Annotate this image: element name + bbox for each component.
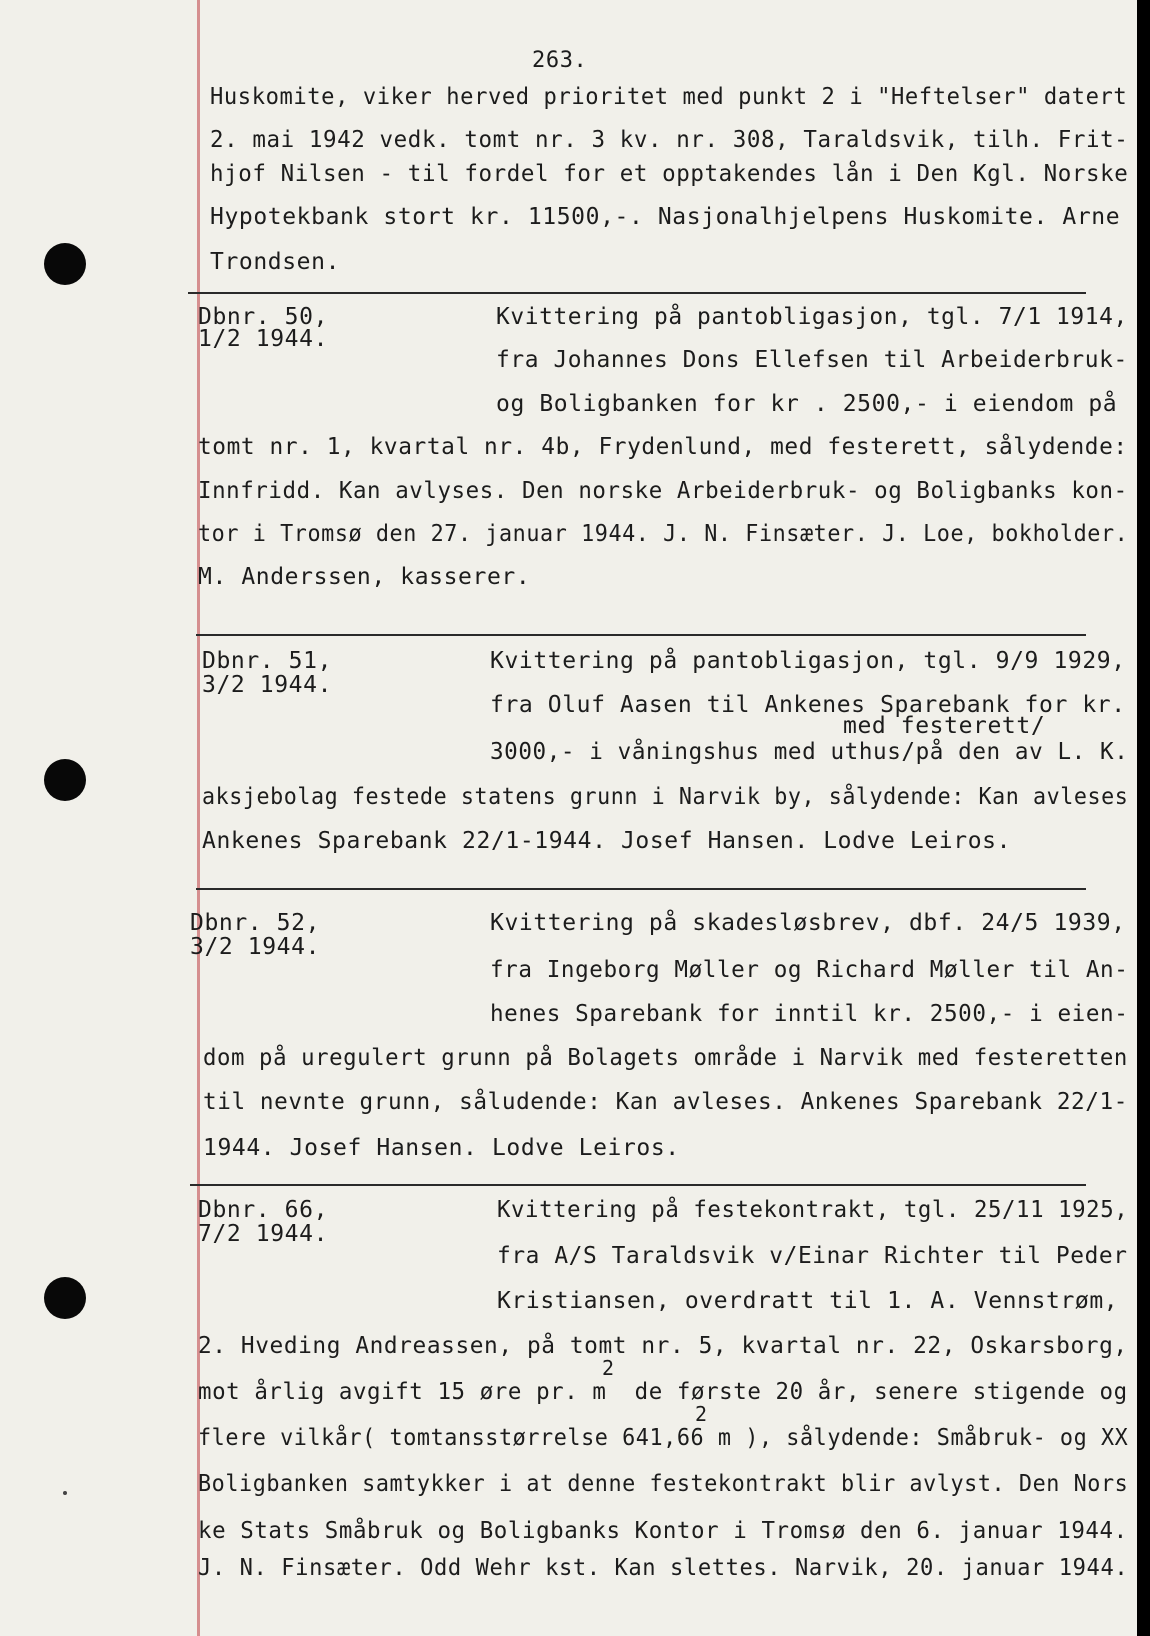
- interlinear-insertion: med festerett/: [843, 713, 1046, 739]
- entry-reference-date: 1/2 1944.: [198, 326, 329, 352]
- text-line: fra Oluf Aasen til Ankenes Sparebank for kr.: [490, 692, 1126, 718]
- text-line: Boligbanken samtykker i at denne festekontrakt blir avlyst. Den Nors: [198, 1471, 1129, 1497]
- entry-reference-number: Dbnr. 52,: [190, 910, 321, 936]
- text-line: dom på uregulert grunn på Bolagets område i Narvik med festeretten: [203, 1045, 1128, 1071]
- entry-divider: [196, 888, 1086, 890]
- punch-hole: [44, 1277, 86, 1319]
- text-line: fra A/S Taraldsvik v/Einar Richter til Peder: [497, 1243, 1128, 1269]
- entry-reference-number: Dbnr. 50,: [198, 304, 329, 330]
- text-line: til nevnte grunn, såludende: Kan avleses. Ankenes Sparebank 22/1-: [203, 1089, 1128, 1115]
- entry-reference-date: 7/2 1944.: [198, 1221, 329, 1247]
- text-line: og Boligbanken for kr . 2500,- i eiendom på: [496, 391, 1118, 417]
- entry-reference-number: Dbnr. 66,: [198, 1197, 329, 1223]
- text-line: Ankenes Sparebank 22/1-1944. Josef Hansen. Lodve Leiros.: [202, 828, 1012, 854]
- entry-divider: [196, 634, 1086, 636]
- text-line: ke Stats Småbruk og Boligbanks Kontor i Tromsø den 6. januar 1944.: [198, 1518, 1128, 1544]
- text-line: J. N. Finsæter. Odd Wehr kst. Kan slettes. Narvik, 20. januar 1944.: [198, 1555, 1129, 1581]
- text-line: 2. Hveding Andreassen, på tomt nr. 5, kvartal nr. 22, Oskarsborg,: [198, 1333, 1128, 1359]
- punch-hole: [44, 759, 86, 801]
- text-line: 2. mai 1942 vedk. tomt nr. 3 kv. nr. 308, Taraldsvik, tilh. Frit-: [210, 127, 1129, 153]
- text-line: hjof Nilsen - til fordel for et opptakendes lån i Den Kgl. Norske: [210, 161, 1129, 187]
- text-line: Kristiansen, overdratt til 1. A. Vennstrøm,: [497, 1288, 1119, 1314]
- superscript: 2: [695, 1402, 708, 1426]
- paper-speck: [63, 1491, 67, 1495]
- entry-divider: [188, 292, 1086, 294]
- text-line: fra Ingeborg Møller og Richard Møller til An-: [490, 957, 1129, 983]
- text-line: 1944. Josef Hansen. Lodve Leiros.: [203, 1135, 680, 1161]
- text-line: Kvittering på festekontrakt, tgl. 25/11 1925,: [497, 1197, 1129, 1223]
- text-line: fra Johannes Dons Ellefsen til Arbeiderbruk-: [496, 347, 1128, 373]
- page-number: 263.: [532, 48, 588, 73]
- superscript: 2: [602, 1356, 615, 1380]
- text-line: Kvittering på skadesløsbrev, dbf. 24/5 1939,: [490, 910, 1126, 936]
- entry-reference-date: 3/2 1944.: [190, 934, 321, 960]
- punch-hole: [44, 243, 86, 285]
- text-line: Kvittering på pantobligasjon, tgl. 9/9 1929,: [490, 648, 1126, 674]
- text-line: aksjebolag festede statens grunn i Narvik by, sålydende: Kan avleses: [202, 784, 1129, 810]
- text-line: M. Anderssen, kasserer.: [198, 564, 531, 590]
- text-line: tomt nr. 1, kvartal nr. 4b, Frydenlund, med festerett, sålydende:: [198, 434, 1128, 460]
- text-line: Trondsen.: [210, 249, 341, 275]
- text-line: Hypotekbank stort kr. 11500,-. Nasjonalhjelpens Huskomite. Arne: [210, 204, 1121, 230]
- text-line: tor i Tromsø den 27. januar 1944. J. N. Finsæter. J. Loe, bokholder.: [198, 521, 1129, 547]
- entry-reference-date: 3/2 1944.: [202, 672, 333, 698]
- text-line: mot årlig avgift 15 øre pr. m de første 20 år, senere stigende og: [198, 1379, 1128, 1405]
- text-line: flere vilkår( tomtansstørrelse 641,66 m ), sålydende: Småbruk- og XX: [198, 1425, 1129, 1451]
- text-line: henes Sparebank for inntil kr. 2500,- i eien-: [490, 1001, 1129, 1027]
- text-line: 3000,- i våningshus med uthus/på den av L. K.: [490, 739, 1129, 765]
- entry-reference-number: Dbnr. 51,: [202, 648, 333, 674]
- entry-divider: [190, 1184, 1086, 1186]
- text-line: Kvittering på pantobligasjon, tgl. 7/1 1914,: [496, 304, 1128, 330]
- text-line: Innfridd. Kan avlyses. Den norske Arbeiderbruk- og Boligbanks kon-: [198, 478, 1128, 504]
- text-line: Huskomite, viker herved prioritet med punkt 2 i "Heftelser" datert: [210, 84, 1128, 110]
